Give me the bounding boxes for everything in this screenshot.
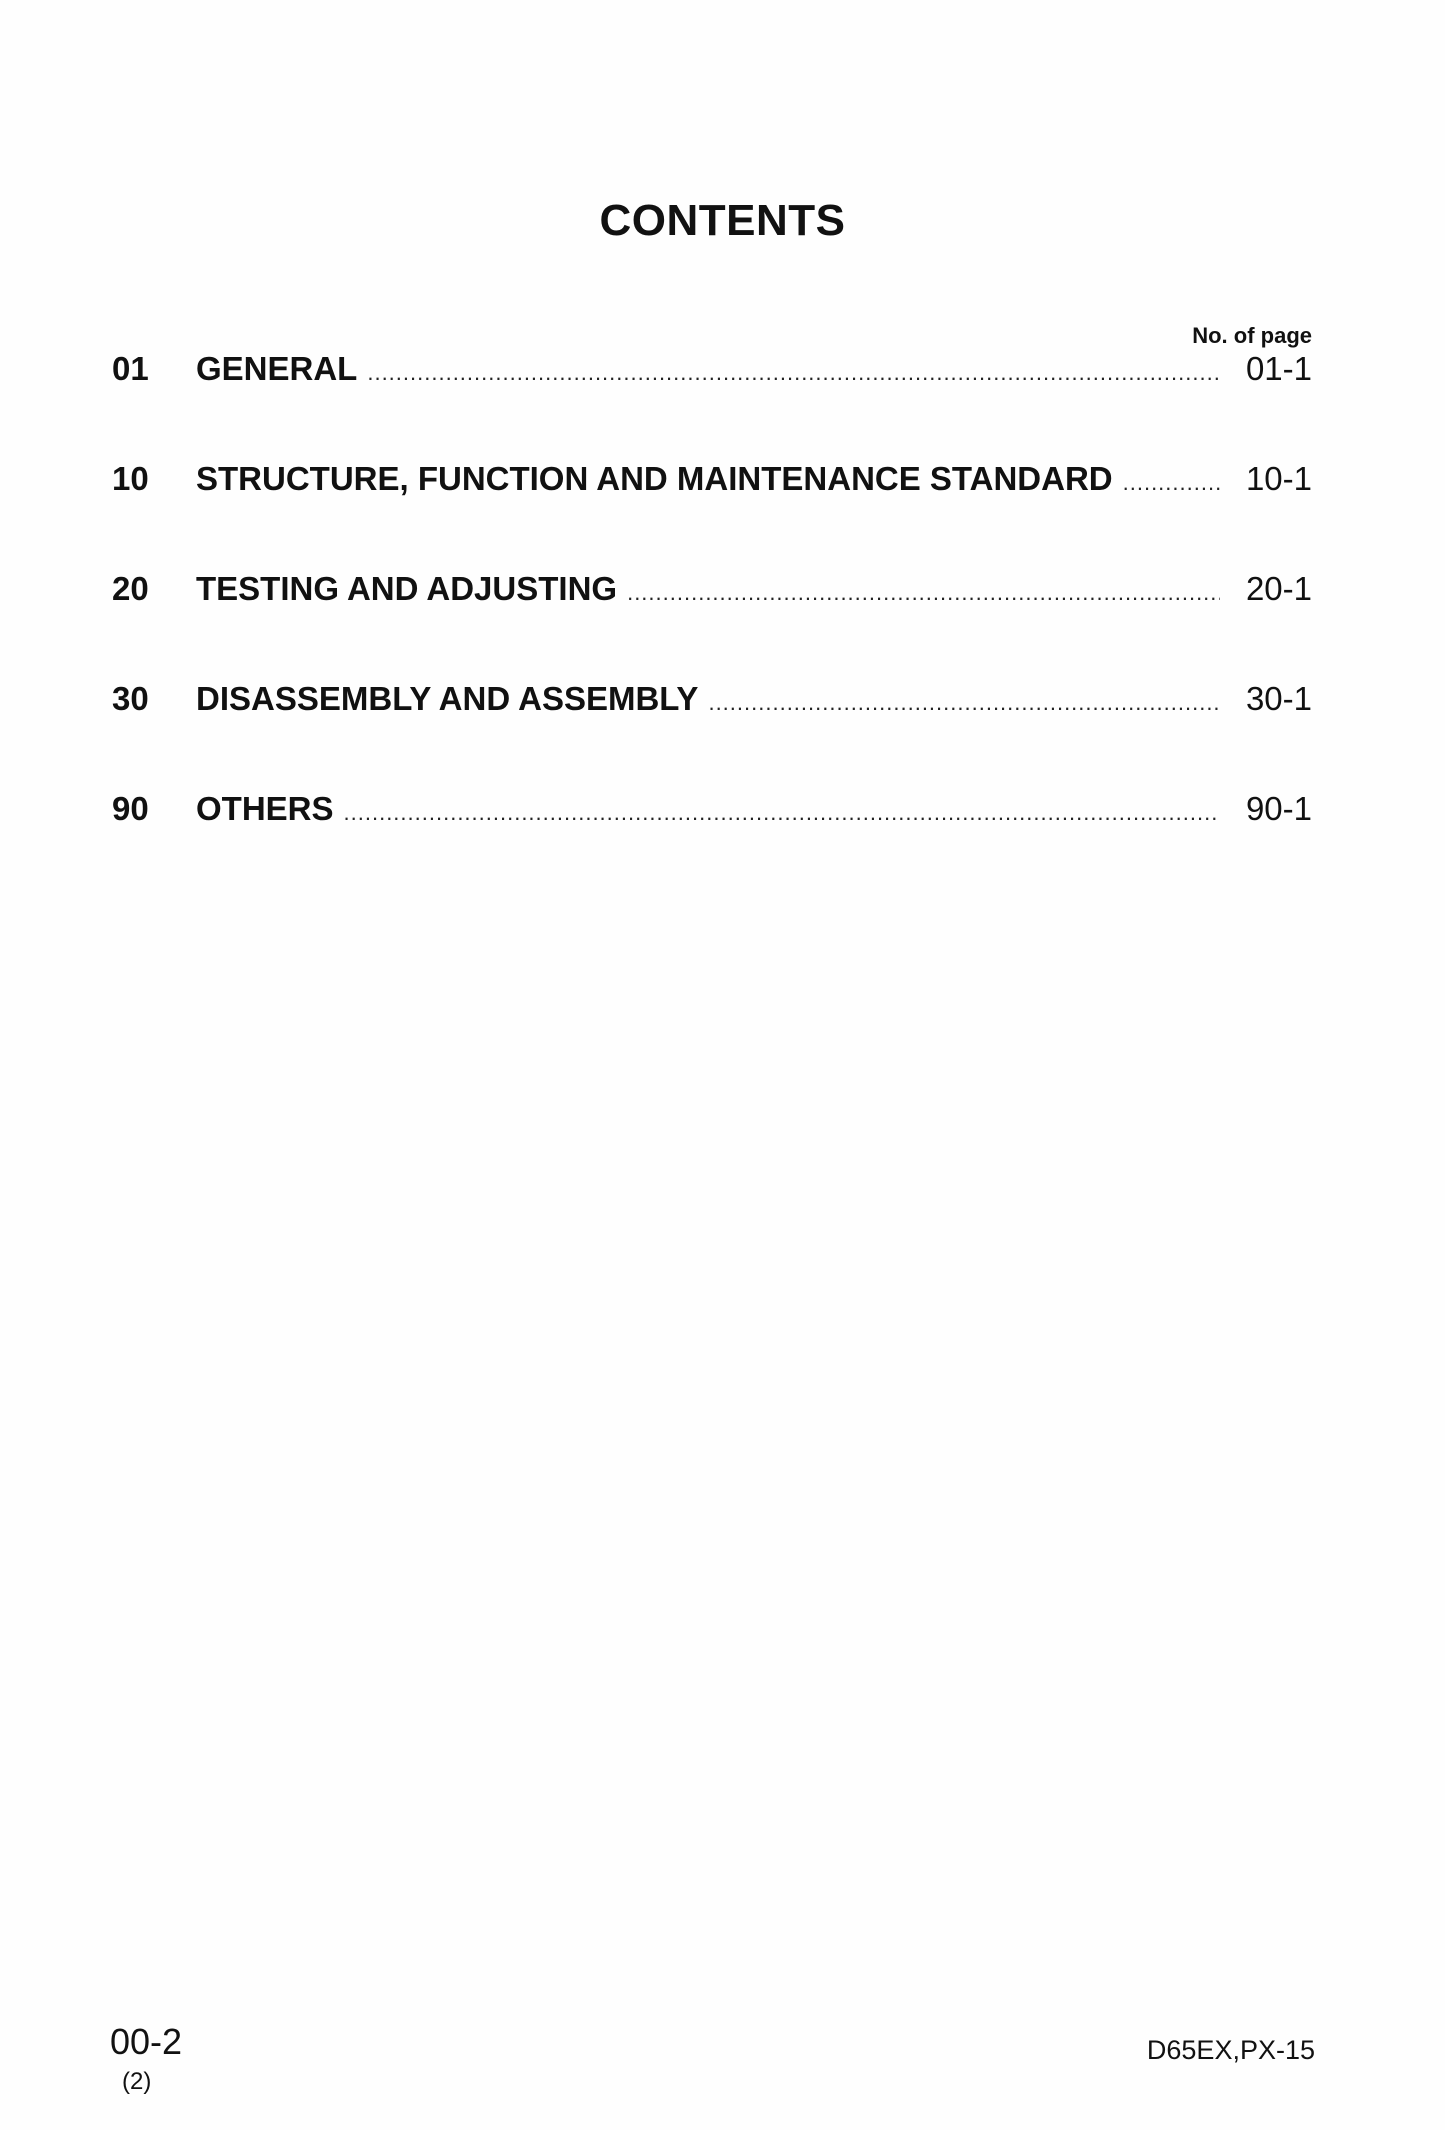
toc-entry-page: 30-1 — [1245, 680, 1312, 717]
toc-entry-structure[interactable] — [112, 460, 1312, 510]
dot-leader — [708, 690, 1220, 716]
footer-revision: (2) — [122, 2068, 152, 2095]
toc-entry-number: 90 — [112, 790, 149, 827]
toc-entry-number: 01 — [112, 350, 149, 387]
toc-entry-disassembly[interactable] — [112, 680, 1312, 730]
toc-entry-label: STRUCTURE, FUNCTION AND MAINTENANCE STANDARD — [196, 460, 1113, 497]
page-title: CONTENTS — [599, 196, 846, 245]
footer-page-info — [110, 2022, 182, 2096]
dot-leader — [1123, 470, 1220, 496]
footer-page-number: 00-2 — [110, 2021, 183, 2062]
dot-leader — [627, 580, 1220, 606]
toc-entry-number: 20 — [112, 570, 149, 607]
toc-entry-testing[interactable] — [112, 570, 1312, 620]
toc-entry-others[interactable] — [112, 790, 1312, 840]
toc-entry-number: 10 — [112, 460, 149, 497]
toc-entry-label: DISASSEMBLY AND ASSEMBLY — [196, 680, 699, 717]
toc-entry-general[interactable] — [112, 350, 1312, 400]
toc-entry-label: TESTING AND ADJUSTING — [196, 570, 618, 607]
page-column-header: No. of page — [1192, 323, 1312, 348]
toc-entry-page: 10-1 — [1245, 460, 1312, 497]
toc-entry-number: 30 — [112, 680, 149, 717]
dot-leader — [367, 360, 1220, 386]
toc-entry-page: 90-1 — [1245, 790, 1312, 827]
footer-model: D65EX,PX-15 — [1146, 2035, 1315, 2065]
toc-entry-page: 20-1 — [1245, 570, 1312, 607]
toc-entry-page: 01-1 — [1245, 350, 1312, 387]
toc-entry-label: OTHERS — [196, 790, 334, 827]
dot-leader — [344, 800, 1220, 826]
toc-entry-label: GENERAL — [196, 350, 358, 387]
